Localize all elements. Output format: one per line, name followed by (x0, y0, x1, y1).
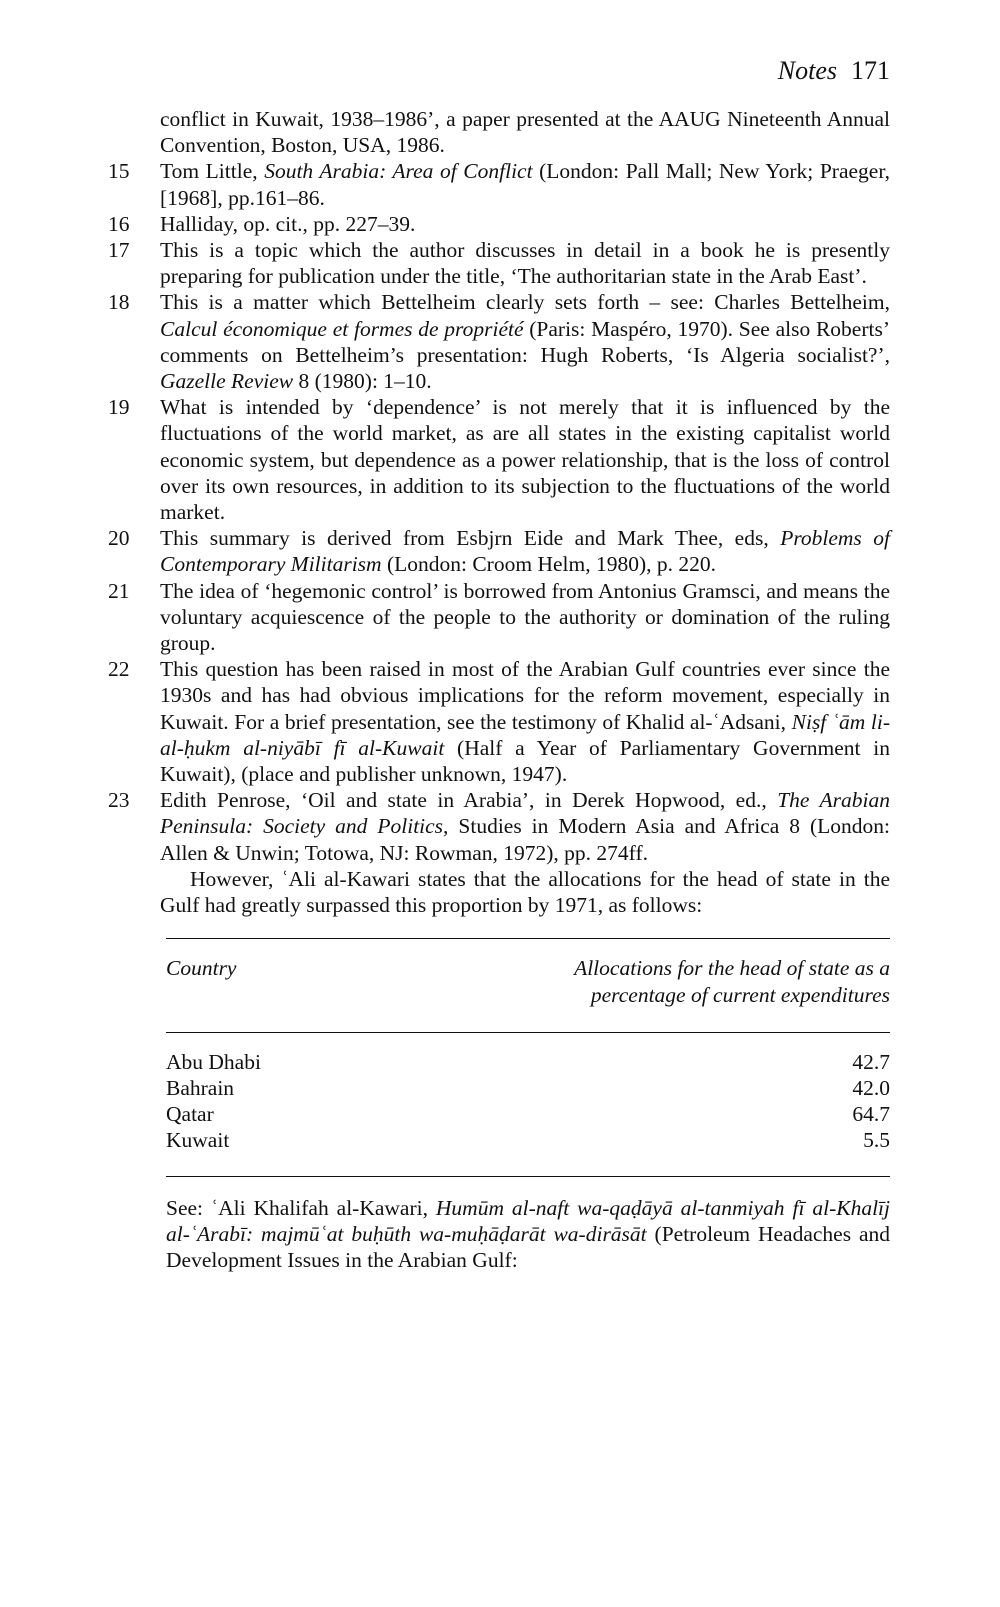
column-header-allocations: Allocations for the head of state as a percentage of current expenditures (574, 956, 890, 1007)
cell-value: 42.7 (852, 1049, 890, 1074)
table-row (166, 1101, 890, 1127)
note-16 (108, 211, 890, 237)
note-number: 21 (108, 578, 130, 603)
table-row (166, 1049, 890, 1075)
note-text: This question has been raised in most of the Arabian Gulf countries ever since the 1930s and has had obvious implications for the reform movement, especially in Kuwait. For a brief presentation, see the testimony of Khalid al-ʿAdsani, Niṣf ʿām li-al-ḥukm al-niyābī fī al-Kuwait (Half a Year of Parliamentary Government in Kuwait), (place and publisher unknown, 1947). (160, 657, 890, 787)
note-number: 22 (108, 657, 130, 682)
note-number: 18 (108, 290, 130, 315)
cell-country: Qatar (166, 1102, 214, 1127)
table-source-note: See: ʿAli Khalifah al-Kawari, Humūm al-naft wa-qaḍāyā al-tanmiyah fī al-Khalīj al-ʿArabī: majmūʿat buḥūth wa-muḥāḍarāt wa-dirāsāt (Petroleum Headaches and Development Issues in the Arabian Gulf: (166, 1195, 890, 1272)
note-19 (108, 394, 890, 525)
section-title: Notes (777, 56, 837, 85)
table-row (166, 1075, 890, 1101)
column-header-country: Country (166, 956, 237, 981)
cell-value: 42.0 (852, 1075, 890, 1100)
note-22 (108, 656, 890, 787)
note-18 (108, 289, 890, 394)
cell-country: Bahrain (166, 1075, 235, 1100)
table-body (166, 1033, 890, 1176)
note-15 (108, 158, 890, 210)
cell-country: Abu Dhabi (166, 1049, 261, 1074)
note-text: The idea of ‘hegemonic control’ is borrowed from Antonius Gramsci, and means the voluntary acquiescence of the people to the authority or domination of the ruling group. (160, 578, 890, 656)
note-text: Halliday, op. cit., pp. 227–39. (160, 211, 416, 236)
note-number: 20 (108, 526, 130, 551)
table-header (166, 939, 890, 1031)
note-continuation: conflict in Kuwait, 1938–1986’, a paper presented at the AAUG Nineteenth Annual Convention, Boston, USA, 1986. (160, 107, 890, 158)
page-number: 171 (851, 56, 890, 85)
note-number: 19 (108, 395, 130, 420)
note-text: Edith Penrose, ‘Oil and state in Arabia’, in Derek Hopwood, ed., The Arabian Peninsula: Society and Politics, Studies in Modern Asia and Africa 8 (London: Allen & Unwin; Totowa, NJ: Rowman, 1972), pp. 274ff. (160, 788, 890, 865)
note-number: 23 (108, 788, 130, 813)
table-row (166, 1127, 890, 1153)
note-text: What is intended by ‘dependence’ is not merely that it is influenced by the fluctuations of the world market, as are all states in the existing capitalist world economic system, but dependence as a power relationship, that is the loss of control over its own resources, in addition to its subjection to the fluctuations of the world market. (160, 395, 890, 525)
cell-value: 5.5 (863, 1128, 890, 1153)
notes-body (108, 106, 890, 1273)
table-bottom-rule (166, 1176, 890, 1177)
allocations-table (166, 938, 890, 1176)
note-text: This is a topic which the author discusses in detail in a book he is presently preparing for publication under the title, ‘The authoritarian state in the Arab East’. (160, 238, 890, 289)
note-text: This summary is derived from Esbjrn Eide and Mark Thee, eds, Problems of Contemporary Militarism (London: Croom Helm, 1980), p. 220. (160, 526, 890, 577)
note-number: 15 (108, 159, 130, 184)
note-23 (108, 787, 890, 866)
body-paragraph: However, ʿAli al-Kawari states that the allocations for the head of state in the Gulf had greatly surpassed this proportion by 1971, as follows: (160, 866, 890, 918)
cell-value: 64.7 (852, 1102, 890, 1127)
note-text: Tom Little, South Arabia: Area of Conflict (London: Pall Mall; New York; Praeger, [1968], pp.161–86. (160, 159, 890, 210)
note-21 (108, 578, 890, 657)
running-header (778, 56, 890, 86)
note-20 (108, 525, 890, 577)
note-17 (108, 237, 890, 289)
note-number: 17 (108, 238, 130, 263)
note-text: This is a matter which Bettelheim clearly sets forth – see: Charles Bettelheim, Calcul économique et formes de propriété (Paris: Maspéro, 1970). See also Roberts’ comments on Bettelheim’s presentation: Hugh Roberts, ‘Is Algeria socialist?’, Gazelle Review 8 (1980): 1–10. (160, 290, 890, 394)
cell-country: Kuwait (166, 1128, 230, 1153)
note-number: 16 (108, 211, 130, 236)
